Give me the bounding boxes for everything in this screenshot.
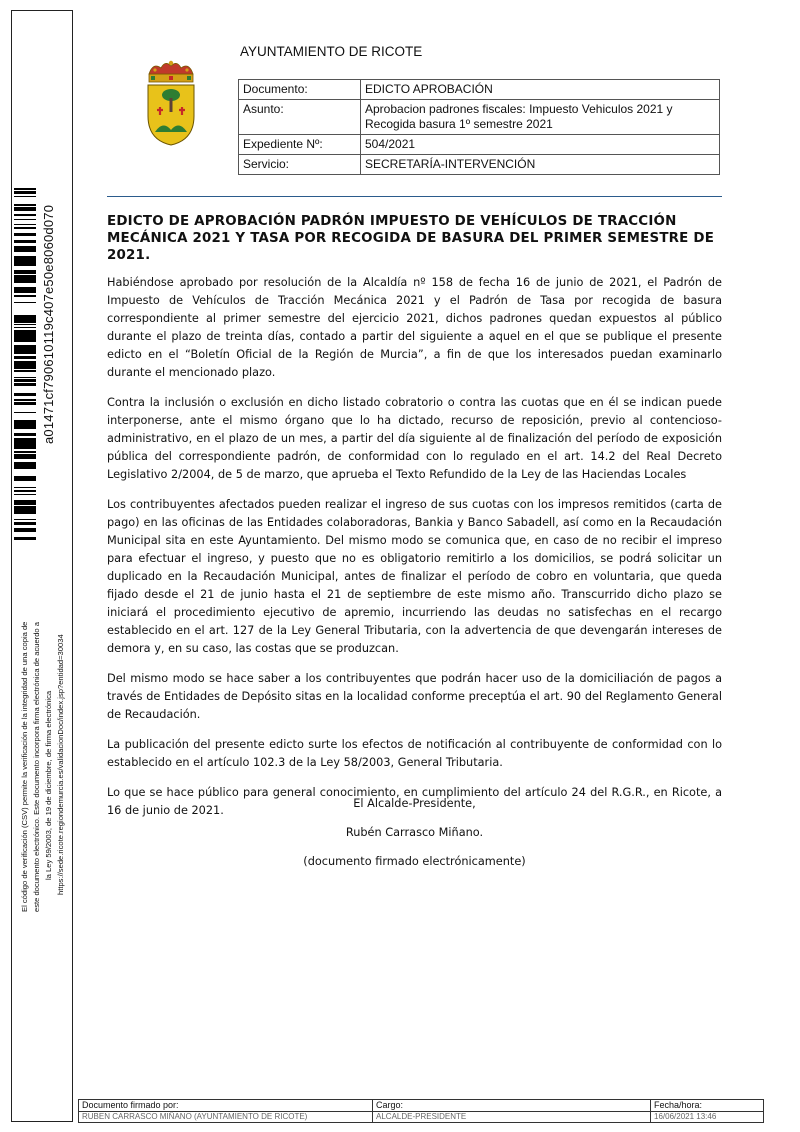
barcode-stripe — [14, 457, 36, 459]
barcode-stripe — [14, 352, 36, 354]
barcode-stripe — [14, 191, 36, 193]
barcode-stripe — [14, 250, 36, 252]
barcode-stripe — [14, 512, 36, 514]
barcode-stripe — [14, 270, 36, 273]
barcode-stripe — [14, 500, 36, 502]
barcode-stripe — [14, 487, 36, 488]
barcode-stripe — [14, 233, 36, 236]
barcode-stripe — [14, 462, 36, 464]
barcode-stripe — [14, 350, 36, 352]
barcode-stripe — [14, 204, 36, 206]
barcode-stripe — [14, 188, 36, 190]
barcode-stripe — [14, 379, 36, 382]
barcode-stripe — [14, 334, 36, 335]
barcode-stripe — [14, 476, 36, 478]
barcode-stripe — [14, 316, 36, 318]
barcode-stripe — [14, 273, 36, 274]
document-body — [107, 274, 722, 832]
barcode-stripe — [14, 384, 36, 385]
barcode-stripe — [14, 295, 36, 297]
meta-row — [239, 135, 720, 155]
barcode-stripe — [14, 302, 36, 303]
barcode-stripe — [14, 467, 36, 469]
barcode-stripe — [14, 207, 36, 210]
paragraph: Del mismo modo se hace saber a los contribuyentes que podrán hacer uso de la domiciliación de pagos a través de Entidades de Depósito sitas en la localidad conforme preceptúa el art. 90 del Reglamento General de Recaudación. — [107, 672, 722, 721]
barcode-stripe — [14, 438, 36, 441]
barcode-stripe — [14, 330, 36, 332]
barcode-stripe — [14, 444, 36, 445]
signed-by-label: Documento firmado por: — [79, 1100, 373, 1112]
paragraph: Lo que se hace público para general conocimiento, en cumplimiento del artículo 24 del R.G.R., en Ricote, a 16 de junio de 2021. — [107, 786, 722, 817]
meta-key: Asunto: — [239, 100, 361, 135]
meta-value: 504/2021 — [361, 135, 720, 155]
barcode-stripe — [14, 445, 36, 446]
barcode-stripe — [14, 506, 36, 509]
barcode-stripe — [14, 315, 36, 316]
barcode-stripe — [14, 519, 36, 520]
institution-name: AYUNTAMIENTO DE RICOTE — [240, 44, 423, 59]
barcode-stripe — [14, 370, 36, 372]
paragraph: La publicación del presente edicto surte los efectos de notificación al contribuyente de conformidad con lo establecido en el artículo 102.3 de la Ley 58/2003, General Tributaria. — [107, 738, 722, 769]
barcode-stripe — [14, 377, 36, 378]
barcode-stripe — [14, 196, 36, 197]
footer-value-row — [79, 1111, 764, 1123]
barcode-stripe — [14, 441, 36, 444]
barcode-stripe — [14, 345, 36, 347]
barcode-stripe — [14, 402, 36, 403]
meta-row — [239, 100, 720, 135]
barcode-stripe — [14, 393, 36, 396]
barcode-stripe — [14, 530, 36, 532]
barcode-stripe — [14, 347, 36, 350]
barcode-stripe — [14, 228, 36, 229]
barcode-stripe — [14, 420, 36, 423]
barcode-stripe — [14, 248, 36, 250]
barcode-stripe — [14, 275, 36, 277]
header-divider — [107, 196, 722, 197]
paragraph: Los contribuyentes afectados pueden realizar el ingreso de sus cuotas con los impresos remitidos (carta de pago) en las oficinas de las Entidades colaboradoras, Bankia y Banco Sabadell, así como en la Recaudación Municipal sita en este Ayuntamiento. Del mismo modo se comunica que, en caso de no recibir el impreso para efectuar el ingreso, y puesto que no es obligatorio remitirlo a los domicilios, se podrá solicitar un duplicado en la Recaudación Municipal, antes de finalizar el período de cobro en voluntaria, que queda fijado desde el 21 de junio hasta el 21 de septiembre de este mismo año. Transcurrido dicho plazo se iniciará el procedimiento ejecutivo de apremio, incurriendo las deudas no satisfechas en el recargo establecido en el art. 127 de la Ley General Tributaria, con la advertencia de que devengarán intereses de demora y, en su caso, las costas que se produzcan. — [107, 498, 722, 655]
signature-name: Rubén Carrasco Miñano. — [345, 826, 484, 839]
barcode-stripe — [14, 324, 36, 325]
signature-role: El Alcalde-Presidente, — [353, 797, 476, 810]
barcode-stripe — [14, 277, 36, 278]
barcode-stripe — [14, 227, 36, 228]
barcode-stripe — [14, 502, 36, 505]
barcode-stripe — [14, 214, 36, 216]
paragraph: Habiéndose aprobado por resolución de la Alcaldía nº 158 de fecha 16 de junio de 2021, el Padrón de Impuesto de Vehículos de Tracción Mecánica 2021 y el Padrón de Tasa por recogida de basura correspondiente al primer semestre del ejercicio 2021, dichos padrones quedan expuestos al público durante el plazo de treinta días, contado a partir del siguiente a aquel en el que se publique el presente edicto en el “Boletín Oficial de la Región de Murcia”, a fin de que los interesados puedan examinarlo durante el mencionado plazo. — [107, 276, 722, 379]
barcode-stripe — [14, 522, 36, 525]
barcode-stripe — [14, 403, 36, 405]
barcode-stripe — [14, 434, 36, 436]
meta-key: Documento: — [239, 80, 361, 100]
barcode-stripe — [14, 332, 36, 334]
barcode — [14, 188, 36, 540]
barcode-stripe — [14, 528, 36, 530]
barcode-stripe — [14, 424, 36, 427]
barcode-stripe — [14, 290, 36, 292]
signature-note: (documento firmado electrónicamente) — [303, 855, 526, 868]
barcode-stripe — [14, 210, 36, 211]
barcode-stripe — [14, 292, 36, 293]
barcode-stripe — [14, 280, 36, 282]
signature-footer — [78, 1099, 764, 1123]
barcode-stripe — [14, 509, 36, 512]
position-value: ALCALDE-PRESIDENTE — [373, 1111, 651, 1123]
footer-label-row — [79, 1100, 764, 1112]
meta-row — [239, 80, 720, 100]
legal-line[interactable]: https://sede.ricote.regiondemurcia.es/validacionDoc/index.jsp?entidad=30034 — [56, 634, 65, 895]
barcode-stripe — [14, 337, 36, 340]
barcode-stripe — [14, 490, 36, 492]
barcode-stripe — [14, 320, 36, 323]
barcode-stripe — [14, 224, 36, 225]
barcode-stripe — [14, 399, 36, 401]
barcode-stripe — [14, 327, 36, 328]
margin-band — [11, 10, 73, 1122]
signed-by-value: RUBEN CARRASCO MIÑANO (AYUNTAMIENTO DE RICOTE) — [79, 1111, 373, 1123]
barcode-stripe — [14, 282, 36, 283]
barcode-stripe — [14, 385, 36, 386]
barcode-stripe — [14, 383, 36, 384]
barcode-stripe — [14, 446, 36, 449]
barcode-stripe — [14, 537, 36, 538]
barcode-stripe — [14, 423, 36, 424]
barcode-stripe — [14, 260, 36, 263]
coat-of-arms-icon — [143, 60, 199, 146]
datetime-value: 16/06/2021 13:46 — [651, 1111, 764, 1123]
paragraph: Contra la inclusión o exclusión en dicho listado cobratorio o contra las cuotas que en él se indican puede interponerse, ante el mismo órgano que lo ha dictado, recurso de reposición, previo al contencioso-administrativo, en el plazo de un mes, a partir del día siguiente al de finalización del período de exposición pública del correspondiente padrón, de conformidad con lo regulado en el art. 14.2 del Real Decreto Legislativo 2/2004, de 5 de marzo, que aprueba el Texto Refundido de la Ley de las Haciendas Locales — [107, 396, 722, 481]
document-title: EDICTO DE APROBACIÓN PADRÓN IMPUESTO DE VEHÍCULOS DE TRACCIÓN MECÁNICA 2021 Y TASA POR RECOGIDA DE BASURA DEL PRIMER SEMESTRE DE 2021. — [107, 214, 715, 263]
meta-key: Expediente Nº: — [239, 135, 361, 155]
barcode-stripe — [14, 240, 36, 243]
barcode-stripe — [14, 364, 36, 366]
barcode-stripe — [14, 361, 36, 364]
barcode-stripe — [14, 433, 36, 434]
barcode-stripe — [14, 412, 36, 413]
barcode-stripe — [14, 246, 36, 248]
barcode-stripe — [14, 263, 36, 266]
document-meta-table — [238, 79, 720, 175]
barcode-stripe — [14, 356, 36, 359]
barcode-stripe — [14, 278, 36, 280]
barcode-stripe — [14, 193, 36, 194]
meta-value: Aprobacion padrones fiscales: Impuesto Vehiculos 2021 y Recogida basura 1º semestre 2021 — [361, 100, 720, 135]
barcode-stripe — [14, 451, 36, 453]
legal-line: El código de verificación (CSV) permite la verificación de la integridad de una copia de — [20, 621, 29, 912]
csv-code: a01471cf790610119c407e50e8060d070 — [41, 204, 56, 444]
barcode-stripe — [14, 366, 36, 369]
barcode-stripe — [14, 494, 36, 495]
meta-value: SECRETARÍA-INTERVENCIÓN — [361, 155, 720, 175]
barcode-stripe — [14, 538, 36, 540]
meta-key: Servicio: — [239, 155, 361, 175]
barcode-stripe — [14, 478, 36, 481]
barcode-stripe — [14, 256, 36, 257]
barcode-stripe — [14, 454, 36, 457]
barcode-stripe — [14, 257, 36, 260]
barcode-stripe — [14, 219, 36, 220]
datetime-label: Fecha/hora: — [651, 1100, 764, 1112]
meta-value: EDICTO APROBACIÓN — [361, 80, 720, 100]
position-label: Cargo: — [373, 1100, 651, 1112]
legal-line: la Ley 59/2003, de 19 de diciembre, de firma electrónica — [44, 690, 53, 880]
barcode-stripe — [14, 318, 36, 320]
barcode-stripe — [14, 427, 36, 429]
barcode-stripe — [14, 340, 36, 342]
barcode-stripe — [14, 335, 36, 337]
meta-row — [239, 155, 720, 175]
barcode-stripe — [14, 287, 36, 290]
legal-line: este documento electrónico. Este documento incorpora firma electrónica de acuerdo a — [32, 622, 41, 912]
barcode-stripe — [14, 464, 36, 467]
